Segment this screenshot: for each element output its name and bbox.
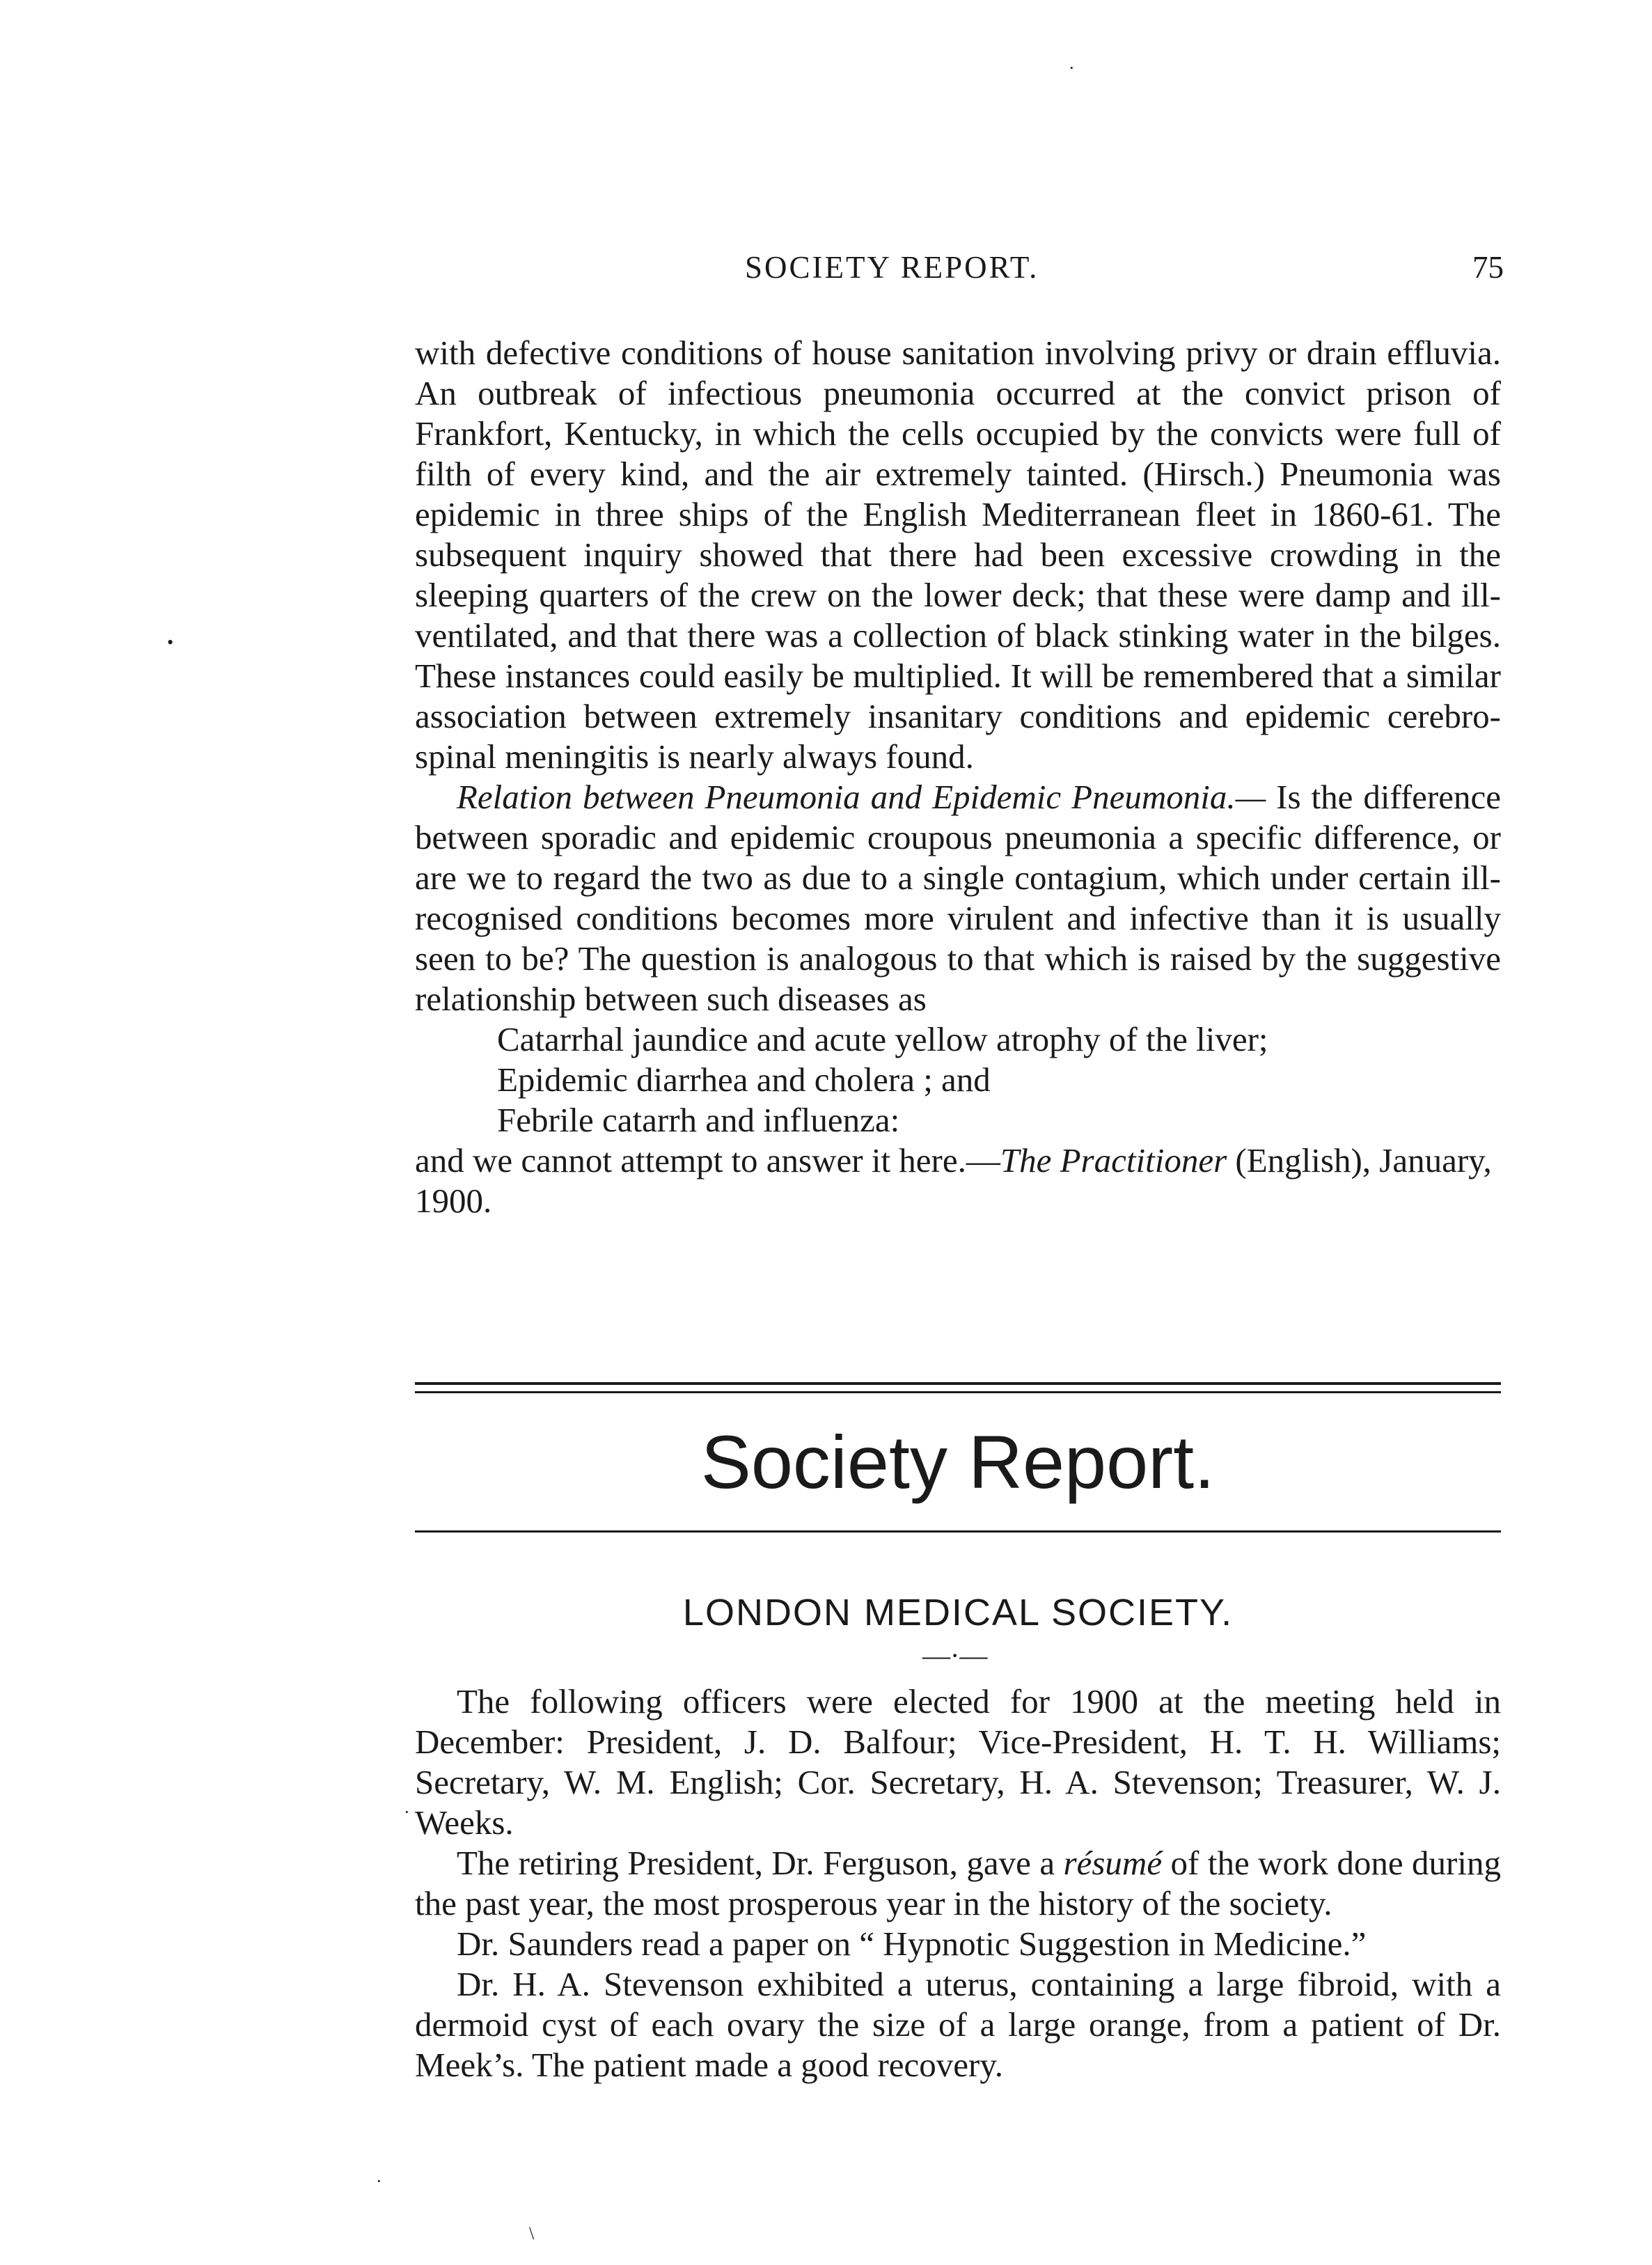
ornament: —·— bbox=[922, 1640, 988, 1671]
disease-list bbox=[415, 1019, 1501, 1141]
source-title: The Practitioner bbox=[1000, 1141, 1227, 1179]
section-divider-top bbox=[415, 1382, 1501, 1385]
print-speck: · bbox=[376, 2171, 382, 2191]
article-paragraph: with defective conditions of house sanitation involving privy or drain effluvia. An outbreak of infectious pneumonia occurred at the convict prison of Frankfort, Kentucky, in which the cells occupied by the convicts were full of filth of every kind, and the air extremely tainted. (Hirsch.) Pneumonia was epidemic in three ships of the English Mediterranean fleet in 1860-61. The subsequent inquiry showed that there had been excessive crowding in the sleeping quarters of the crew on the lower deck; that these were damp and ill-ventilated, and that there was a collection of black stinking water in the bilges. These instances could easily be multiplied. It will be remembered that a similar association between extremely insanitary conditions and epidemic cerebro-spinal meningitis is nearly always found. bbox=[415, 334, 1501, 776]
print-speck: \ bbox=[529, 2223, 535, 2243]
report-paragraph: Dr. H. A. Stevenson exhibited a uterus, containing a large fibroid, with a dermoid cyst of each ovary the size of a large orange, from a patient of Dr. Meek’s. The patient made a good recovery. bbox=[415, 1965, 1501, 2084]
resume-term: résumé bbox=[1063, 1844, 1163, 1882]
closing-text: and we cannot attempt to answer it here.— bbox=[415, 1141, 1000, 1179]
page-number: 75 bbox=[1472, 250, 1504, 285]
section-divider-bottom bbox=[415, 1530, 1501, 1533]
print-speck: · bbox=[404, 1802, 410, 1822]
report-paragraph: The retiring President, Dr. Ferguson, gave a résumé of the work done during the past year, the most prosperous year in the history of the society. bbox=[415, 1844, 1501, 1922]
print-speck: • bbox=[167, 632, 174, 652]
running-head: SOCIETY REPORT. bbox=[745, 250, 1039, 285]
print-speck: · bbox=[1069, 58, 1075, 78]
society-heading: LONDON MEDICAL SOCIETY. bbox=[682, 1592, 1234, 1633]
article-body bbox=[415, 333, 1501, 1221]
source-citation: (English), January, 1900. bbox=[415, 1141, 1492, 1220]
page-header bbox=[418, 249, 1504, 298]
report-paragraph: Dr. Saunders read a paper on “ Hypnotic Suggestion in Medicine.” bbox=[457, 1925, 1367, 1963]
list-item: Catarrhal jaundice and acute yellow atrophy of the liver; bbox=[497, 1020, 1268, 1058]
article-subheading-paragraph bbox=[415, 777, 1501, 1019]
section-title: Society Report. bbox=[700, 1420, 1216, 1504]
article-paragraph-2: Is the difference between sporadic and epidemic croupous pneumonia a specific difference, or are we to regard the two as due to a single contagium, which under certain ill-recognised conditions becomes more virulent and infective than it is usually seen to be? The question is analogous to that which is raised by the suggestive relationship between such diseases as bbox=[415, 778, 1501, 1018]
subheading: Relation between Pneumonia and Epidemic Pneumonia.— bbox=[457, 778, 1266, 816]
list-item: Epidemic diarrhea and cholera ; and bbox=[497, 1060, 991, 1099]
closing-paragraph bbox=[415, 1141, 1501, 1221]
list-item: Febrile catarrh and influenza: bbox=[497, 1101, 900, 1139]
report-paragraph: The following officers were elected for 1900 at the meeting held in December: President, J. D. Balfour; Vice-President, H. T. H. Williams; Secretary, W. M. English; Cor. Secretary, H. A. Stevenson; Treasurer, W. J. Weeks. bbox=[415, 1682, 1501, 1842]
section-divider-top-2 bbox=[415, 1391, 1501, 1393]
report-body bbox=[415, 1682, 1501, 2085]
